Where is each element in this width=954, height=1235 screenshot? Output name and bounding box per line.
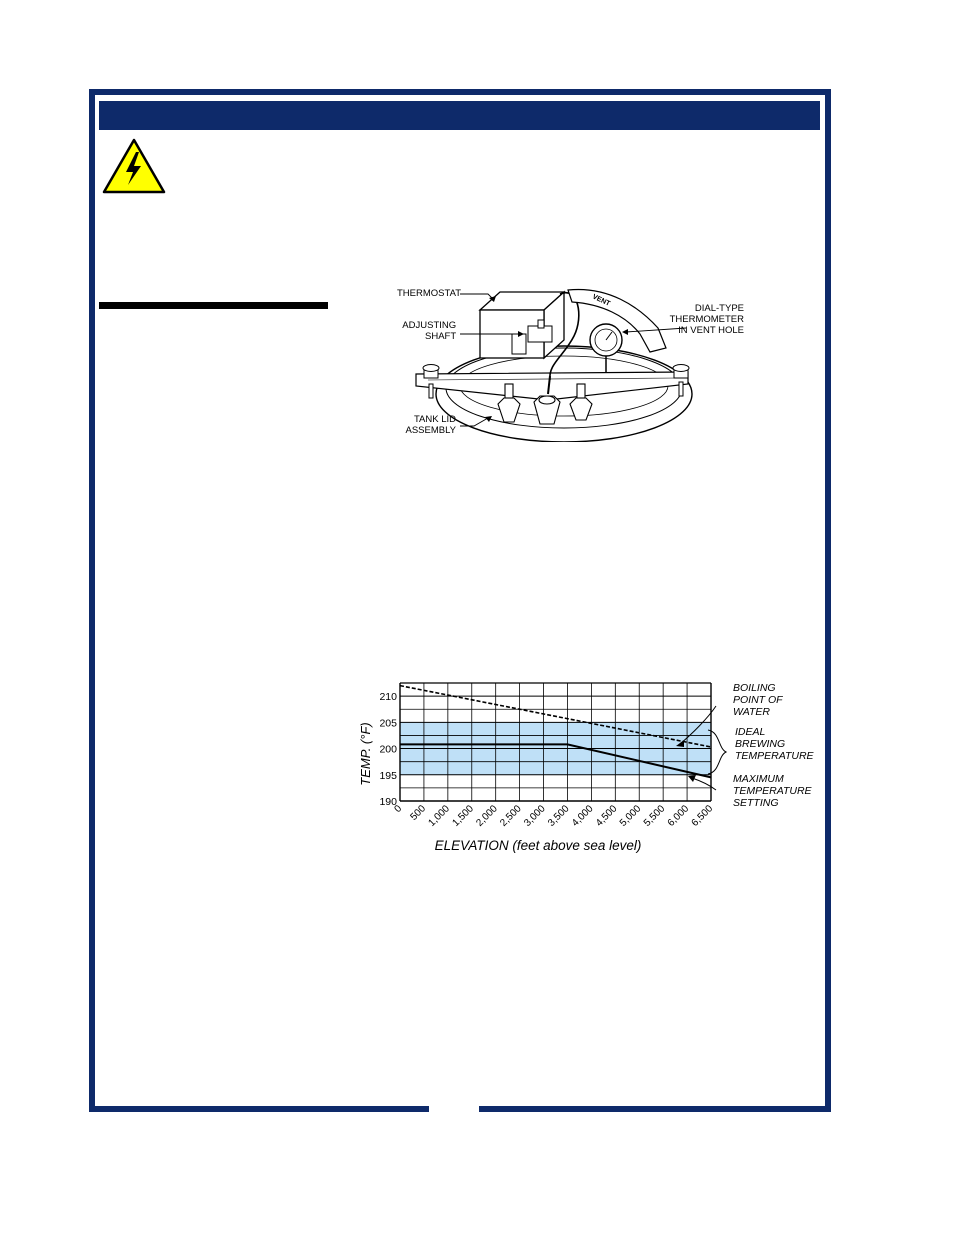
frame-bottom-right [479, 1106, 831, 1112]
x-tick-label: 1,500 [450, 803, 476, 829]
x-tick-label: 2,000 [474, 803, 500, 829]
x-tick-label: 4,500 [593, 803, 620, 829]
tank-lid-callout: TANK LID ASSEMBLY [405, 414, 456, 436]
frame-top [89, 89, 831, 95]
chart-x-axis-label: ELEVATION (feet above sea level) [434, 838, 642, 853]
frame-left [89, 89, 95, 1112]
y-tick-label: 205 [379, 717, 397, 730]
thermostat-callout: THERMOSTAT [397, 288, 462, 299]
frame-bottom-left [89, 1106, 429, 1112]
x-tick-label: 0 [392, 803, 405, 816]
y-tick-label: 190 [379, 796, 397, 808]
x-tick-label: 5,500 [641, 803, 668, 829]
subsection-rule [99, 302, 328, 309]
vent-label: VENT [591, 293, 612, 308]
section-header-bar [99, 101, 820, 130]
x-tick-label: 1,000 [426, 803, 452, 829]
boiling-point-label: BOILING POINT OF WATER [733, 682, 783, 718]
x-tick-label: 6,500 [689, 803, 716, 829]
frame-right [825, 89, 831, 1112]
y-tick-label: 210 [379, 691, 397, 704]
x-tick-label: 6,000 [665, 803, 692, 829]
adjusting-shaft-callout: ADJUSTING SHAFT [402, 320, 457, 342]
electrical-hazard-icon [102, 138, 166, 194]
ideal-brewing-label: IDEAL BREWING TEMPERATURE [735, 726, 814, 762]
x-tick-label: 5,000 [617, 803, 644, 829]
x-tick-label: 3,500 [546, 803, 572, 829]
x-tick-label: 500 [408, 803, 429, 823]
maximum-setting-label: MAXIMUM TEMPERATURE SETTING [733, 773, 812, 809]
x-tick-label: 4,000 [570, 803, 596, 829]
y-tick-label: 200 [379, 743, 397, 756]
x-tick-label: 2,500 [498, 803, 524, 829]
chart-y-axis-label: TEMP. (°F) [358, 722, 373, 786]
dial-thermometer-callout: DIAL-TYPE THERMOMETER IN VENT HOLE [669, 303, 744, 336]
y-tick-label: 195 [379, 769, 397, 782]
x-tick-label: 3,000 [522, 803, 548, 829]
